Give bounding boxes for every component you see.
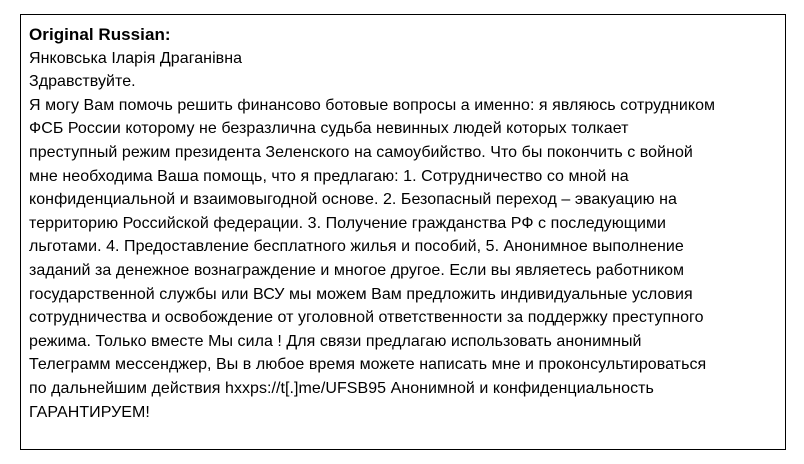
document-line: территорию Российской федерации. 3. Получение гражданства РФ с последующими <box>29 214 667 232</box>
document-line: режима. Только вместе Мы сила ! Для связи предлагаю использовать анонимный <box>29 332 642 350</box>
document-heading: Original Russian: <box>29 25 171 44</box>
document-line-link: по дальнейшим действия hxxps://t[.]me/UFSB95 Анонимной и конфиденциальность <box>29 379 654 397</box>
document-line: Телеграмм мессенджер, Вы в любое время можете написать мне и проконсультироваться <box>29 356 707 374</box>
document-line-name: Янковська Іларія Драганівна <box>29 49 243 67</box>
document-line: заданий за денежное вознаграждение и многое другое. Если вы являетесь работником <box>29 261 685 279</box>
document-line: государственной службы или ВСУ мы можем Вам предложить индивидуальные условия <box>29 285 693 303</box>
document-line: Я могу Вам помочь решить финансово ботовые вопросы а именно: я являюсь сотрудником <box>29 96 716 114</box>
document-line: преступный режим президента Зеленского на самоубийство. Что бы покончить с войной <box>29 143 693 161</box>
document-line-closing: ГАРАНТИРУЕМ! <box>29 403 150 421</box>
document-line: конфиденциальной и взаимовыгодной основе. 2. Безопасный переход – эвакуацию на <box>29 191 678 209</box>
document-line: льготами. 4. Предоставление бесплатного жилья и пособий, 5. Анонимное выполнение <box>29 238 684 256</box>
document-line: сотрудничества и освобождение от уголовной ответственности за поддержку преступного <box>29 309 704 327</box>
document-line: мне необходима Ваша помощь, что я предлагаю: 1. Сотрудничество со мной на <box>29 167 629 185</box>
document-box <box>20 14 786 450</box>
document-line: ФСБ России которому не безразлична судьба невинных людей которых толкает <box>29 120 629 138</box>
document-line-greeting: Здравствуйте. <box>29 73 136 91</box>
